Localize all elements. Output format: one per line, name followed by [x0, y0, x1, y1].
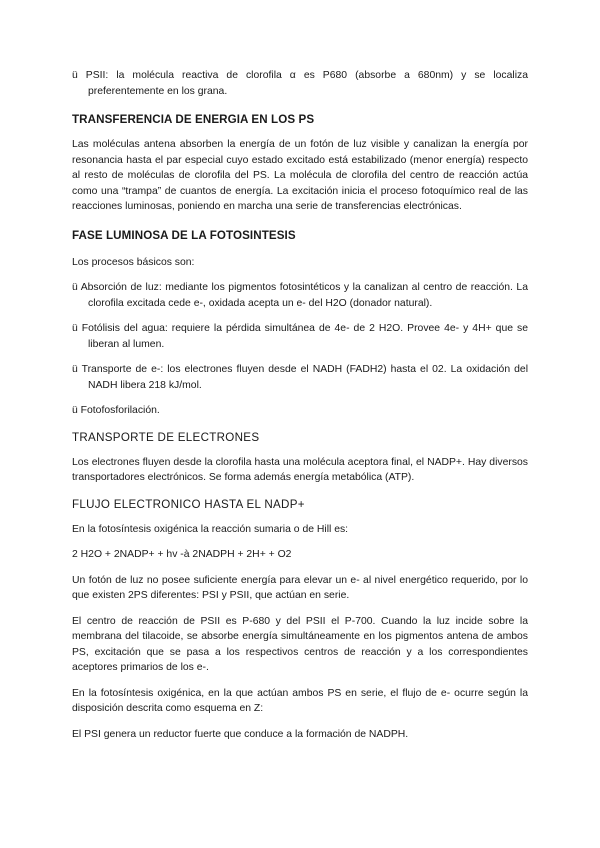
bullet-fotofosforilacion: ü Fotofosforilación.	[72, 405, 160, 416]
paragraph-hill: En la fotosíntesis oxigénica la reacción sumaria o de Hill es:	[72, 523, 349, 535]
heading-flujo-electronico: FLUJO ELECTRONICO HASTA EL NADP+	[72, 497, 305, 511]
heading-transporte-electrones: TRANSPORTE DE ELECTRONES	[72, 430, 260, 444]
bullet-transporte: ü Transporte de e-: los electrones fluyen desde el NADH (FADH2) hasta el 02. La oxidación del NADH libera 218 kJ/mol.	[72, 364, 528, 391]
paragraph-foton: Un fotón de luz no posee suficiente energía para elevar un e- al nivel energético requerido, por lo que existen 2PS diferentes: PSI y PSII, que actúan en serie.	[72, 574, 528, 601]
bullet-absorcion: ü Absorción de luz: mediante los pigmentos fotosintéticos y la canalizan al centro de reacción. La clorofila excitada cede e-, oxidada acepta un e- del H2O (donador natural).	[72, 282, 528, 309]
paragraph-centro-reaccion: El centro de reacción de PSII es P-680 y del PSII el P-700. Cuando la luz incide sobre la membrana del tilacoide, se absorbe energía simultáneamente en los pigmentos antena de ambos PS, excitación que se pasa a los respectivos centros de reacción y a los correspondientes aceptores primarios de los e-.	[72, 615, 528, 673]
document-page	[72, 68, 528, 742]
paragraph-psi: El PSI genera un reductor fuerte que conduce a la formación de NADPH.	[72, 728, 409, 740]
bullet-fotolisis: ü Fotólisis del agua: requiere la pérdida simultánea de 4e- de 2 H2O. Provee 4e- y 4H+ que se liberan al lumen.	[72, 323, 528, 350]
heading-transferencia: TRANSFERENCIA DE ENERGIA EN LOS PS	[72, 113, 315, 126]
hill-equation: 2 H2O + 2NADP+ + hv -à 2NADPH + 2H+ + O2	[72, 549, 292, 560]
paragraph-transporte: Los electrones fluyen desde la clorofila hasta una molécula aceptora final, el NADP+. Hay diversos transportadores electrónicos. Se forma además energía metabólica (ATP).	[72, 456, 528, 483]
paragraph-procesos: Los procesos básicos son:	[72, 256, 195, 268]
paragraph-esquema-z: En la fotosíntesis oxigénica, en la que actúan ambos PS en serie, el flujo de e- ocurre según la disposición descrita como esquema en Z:	[72, 687, 528, 714]
psii-bullet: ü PSII: la molécula reactiva de clorofila α es P680 (absorbe a 680nm) y se localiza preferentemente en los grana.	[72, 70, 528, 97]
heading-fase-luminosa: FASE LUMINOSA DE LA FOTOSINTESIS	[72, 228, 296, 242]
paragraph-transferencia: Las moléculas antena absorben la energía de un fotón de luz visible y canalizan la energía por resonancia hasta el par especial cuyo estado excitado está estabilizado (menor energía) respecto al resto de moléculas de clorofila del PS. La molécula de clorofila del centro de reacción actúa como una “trampa” de cuantos de energía. La excitación inicia el proceso fotoquímico real de las reacciones luminosas, poniendo en marcha una serie de transferencias electrónicas.	[72, 139, 528, 212]
